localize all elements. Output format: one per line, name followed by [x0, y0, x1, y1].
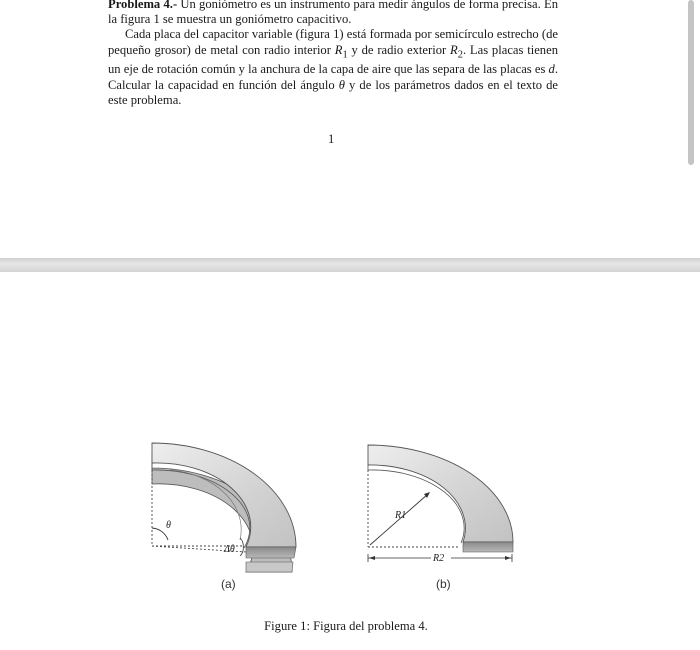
r2-arrow-left: [369, 556, 375, 560]
plate-edge-a: [246, 547, 296, 558]
figure-b-label: (b): [436, 577, 451, 591]
delta-theta-arc: [240, 538, 243, 556]
r1-subscript: 1: [342, 49, 348, 61]
paragraph-2-part-c: . Las placas tienen un eje de rotación común y la anchura de la capa de aire que las separa de las placas es: [108, 42, 558, 77]
paragraph-2-part-b: y de radio exterior: [347, 42, 451, 57]
theta-label: θ: [166, 520, 171, 531]
plate-edge-b: [463, 542, 513, 552]
figure-caption-text: Figure 1: Figura del problema 4.: [264, 619, 428, 633]
page-number: 1: [328, 132, 335, 146]
figure-caption: [0, 619, 700, 634]
figure-b-drawing: [368, 445, 513, 564]
r1-label: R1: [395, 510, 407, 521]
d-symbol: d: [548, 62, 555, 77]
r2-subscript: 2: [457, 49, 463, 61]
paragraph-2-part-a: Cada placa del capacitor variable (figura 1) está formada por semicírculo estrecho (de pequeño grosor) de metal con radio interior: [108, 27, 558, 57]
r2-label: R2: [433, 553, 445, 564]
paragraph-2-part-d: . Calcular la capacidad en función del ángulo: [108, 62, 558, 92]
paragraph-2-part-e: y de los parámetros dados en el texto de este problema.: [108, 77, 558, 107]
r2-arrow-right: [505, 556, 511, 560]
r1-symbol: R: [334, 42, 343, 57]
plate-edge-a-2: [246, 562, 293, 572]
r2-symbol: R: [450, 42, 458, 57]
problem-title: Problema 4.-: [108, 0, 178, 11]
delta-theta-label: Δθ: [224, 544, 235, 555]
figure-a-drawing: [152, 443, 296, 572]
paragraph-1-text: Un goniómetro es un instrumento para medir ángulos de forma precisa. En la figura 1 se muestra un goniómetro capacitivo.: [108, 0, 558, 27]
theta-symbol: θ: [338, 77, 345, 92]
figure-a-label: (a): [221, 577, 236, 591]
